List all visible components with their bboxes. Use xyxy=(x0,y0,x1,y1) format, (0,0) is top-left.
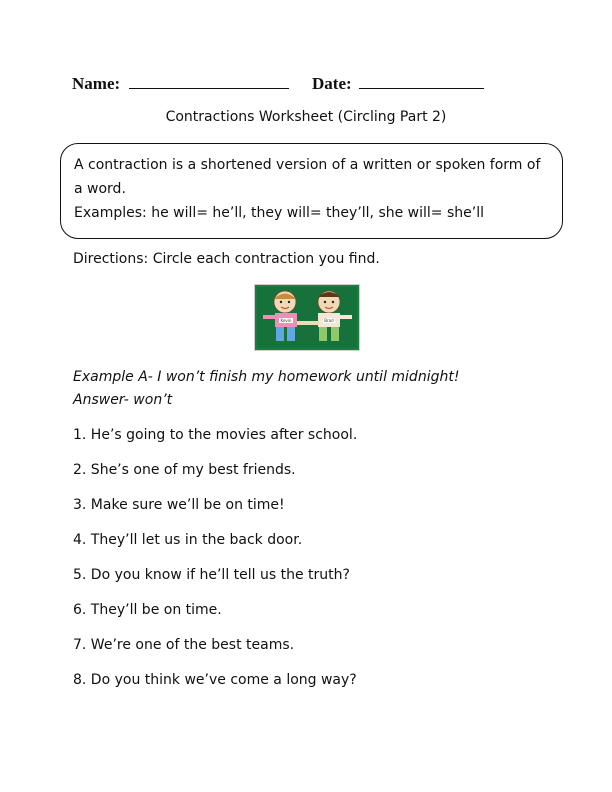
list-item[interactable]: 7. We’re one of the best teams. xyxy=(73,637,295,653)
children-drawing-image xyxy=(254,284,360,351)
name-blank-line[interactable] xyxy=(129,88,289,89)
list-item[interactable]: 5. Do you know if he’ll tell us the truth? xyxy=(73,567,350,583)
list-item[interactable]: 3. Make sure we’ll be on time! xyxy=(73,497,285,513)
date-blank-line[interactable] xyxy=(359,88,484,89)
list-item[interactable]: 6. They’ll be on time. xyxy=(73,602,222,618)
example-sentence: Example A- I won’t finish my homework until midnight! xyxy=(73,369,460,385)
picture-label-right: Brad xyxy=(324,318,334,323)
list-item[interactable]: 8. Do you think we’ve come a long way? xyxy=(73,672,357,688)
example-block xyxy=(73,366,459,412)
header xyxy=(72,72,540,96)
list-item[interactable]: 4. They’ll let us in the back door. xyxy=(73,532,303,548)
example-answer: Answer- won’t xyxy=(73,392,173,408)
list-item[interactable]: 1. He’s going to the movies after school. xyxy=(73,427,358,443)
definition-examples: Examples: he will= he’ll, they will= they’ll, she will= she’ll xyxy=(74,205,484,221)
name-label: Name: xyxy=(72,74,121,93)
picture-label-left: Kevin xyxy=(280,318,292,323)
date-label: Date: xyxy=(312,74,352,93)
worksheet-title: Contractions Worksheet (Circling Part 2) xyxy=(165,109,447,125)
definition-text: A contraction is a shortened version of a written or spoken form of a word. xyxy=(74,157,541,197)
kids-drawing-icon xyxy=(255,285,359,350)
list-item[interactable]: 2. She’s one of my best friends. xyxy=(73,462,296,478)
definition-box xyxy=(60,143,563,239)
sentence-list xyxy=(73,424,357,704)
directions-text: Directions: Circle each contraction you find. xyxy=(73,251,380,267)
